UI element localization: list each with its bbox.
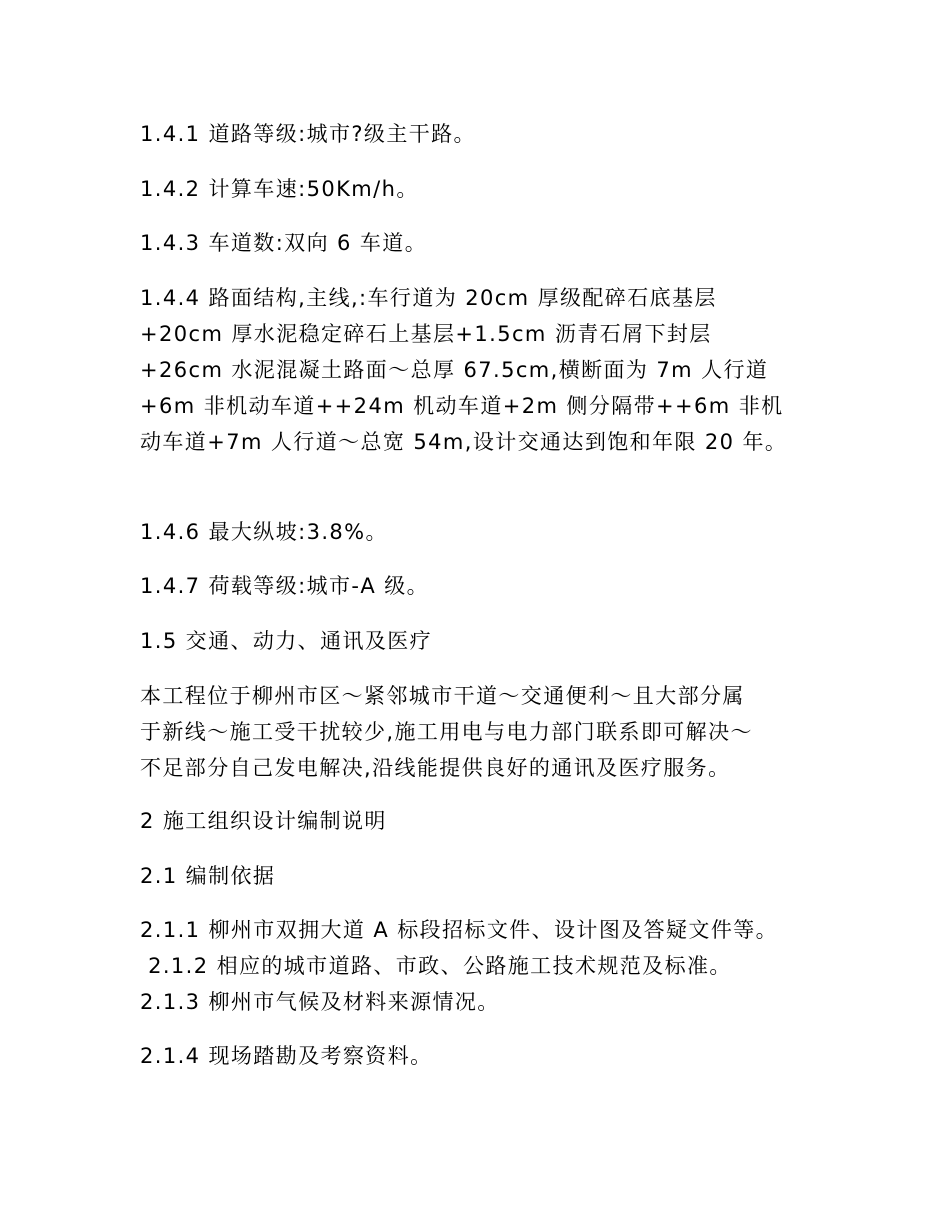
paragraph-road-grade [140,116,820,152]
text-line: 2 施工组织设计编制说明 [140,809,387,833]
text-line: 不足部分自己发电解决,沿线能提供良好的通讯及医疗服务。 [140,756,731,780]
text-line: 1.4.7 荷载等级:城市-A 级。 [140,574,430,598]
text-line: 本工程位于柳州市区～紧邻城市干道～交通便利～且大部分属 [140,684,745,708]
section-heading-2 [140,803,820,839]
paragraph-max-grade [140,514,820,550]
paragraph-basis-list [140,912,820,1020]
text-line: 2.1.1 柳州市双拥大道 A 标段招标文件、设计图及答疑文件等。 [140,918,779,942]
text-line: 1.4.2 计算车速:50Km/h。 [140,177,419,201]
paragraph-pavement-structure [140,280,820,460]
text-line: 2.1.4 现场踏勘及考察资料。 [140,1044,433,1068]
paragraph-load-grade [140,568,820,604]
section-heading-1-5 [140,623,820,659]
text-line: 2.1.3 柳州市气候及材料来源情况。 [140,990,500,1014]
text-line: 1.4.4 路面结构,主线,:车行道为 20cm 厚级配碎石底基层 [140,286,717,310]
paragraph-design-speed [140,171,820,207]
text-line: 2.1.2 相应的城市道路、市政、公路施工技术规范及标准。 [140,954,732,978]
paragraph-site-conditions [140,678,820,786]
text-line: 1.4.6 最大纵坡:3.8%。 [140,520,388,544]
text-line: 1.5 交通、动力、通讯及医疗 [140,629,433,653]
text-line: 于新线～施工受干扰较少,施工用电与电力部门联系即可解决～ [140,720,753,744]
text-line: +6m 非机动车道++24m 机动车道+2m 侧分隔带++6m 非机 [140,394,784,418]
paragraph-site-survey [140,1038,820,1074]
text-line: +20cm 厚水泥稳定碎石上基层+1.5cm 沥青石屑下封层 [140,322,712,346]
section-heading-2-1 [140,858,820,894]
text-line: +26cm 水泥混凝土路面～总厚 67.5cm,横断面为 7m 人行道 [140,358,769,382]
paragraph-lane-count [140,225,820,261]
text-line: 2.1 编制依据 [140,864,276,888]
text-line: 1.4.3 车道数:双向 6 车道。 [140,231,428,255]
text-line: 动车道+7m 人行道～总宽 54m,设计交通达到饱和年限 20 年。 [140,430,788,454]
text-line: 1.4.1 道路等级:城市?级主干路。 [140,122,476,146]
